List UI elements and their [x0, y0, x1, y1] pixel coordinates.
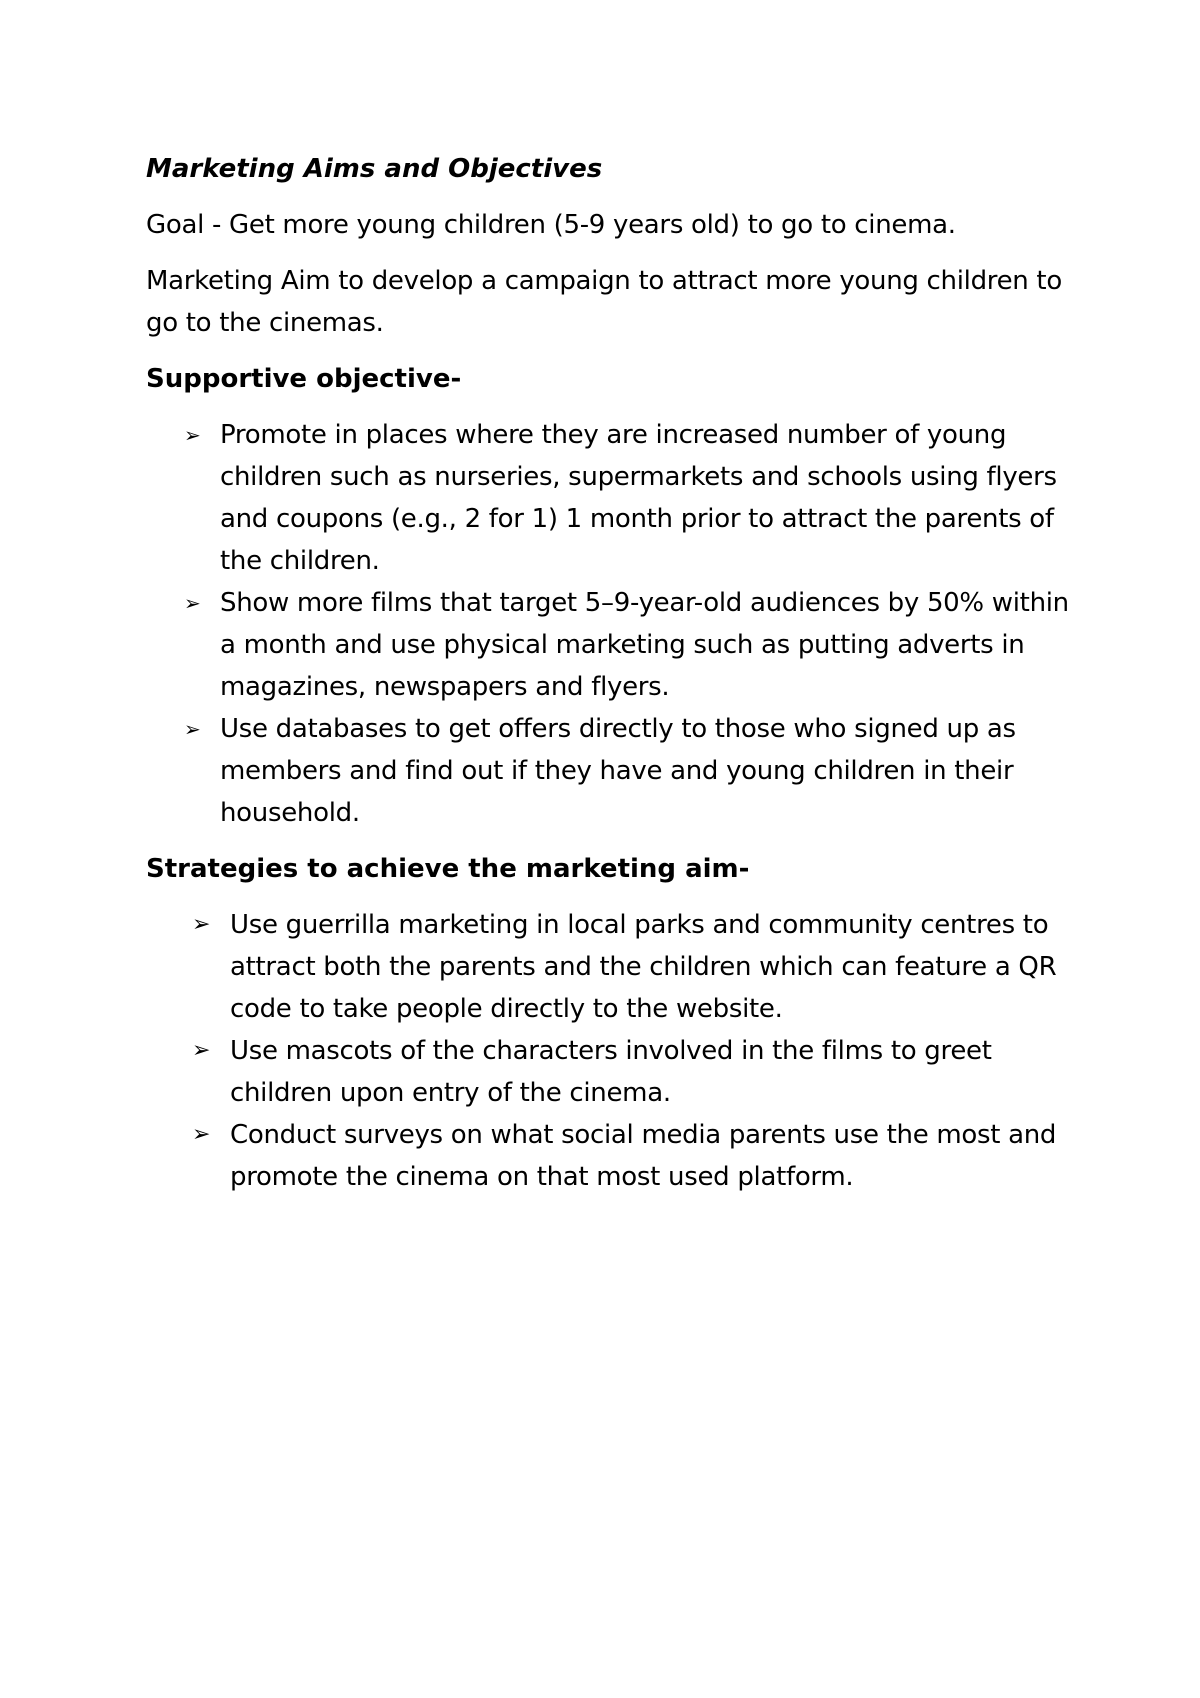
document-title: Marketing Aims and Objectives	[146, 154, 603, 184]
supportive-objective-list	[146, 414, 1076, 834]
document-body	[146, 148, 1076, 1212]
supportive-objective-heading: Supportive objective-	[146, 364, 462, 394]
list-item	[146, 1030, 1076, 1114]
arrow-bullet-icon: ➢	[192, 912, 211, 937]
list-item	[146, 1114, 1076, 1198]
list-item-text: Promote in places where they are increased number of young children such as nurseries, supermarkets and schools using flyers and coupons (e.g., 2 for 1) 1 month prior to attract the parents of the children.	[220, 420, 1057, 576]
list-item-text: Use mascots of the characters involved in the films to greet children upon entry of the cinema.	[230, 1036, 992, 1108]
list-item	[146, 708, 1076, 834]
list-item	[146, 414, 1076, 582]
arrow-bullet-icon: ➢	[184, 717, 201, 741]
list-item-text: Use databases to get offers directly to those who signed up as members and find out if they have and young children in their household.	[220, 714, 1016, 828]
list-item	[146, 582, 1076, 708]
arrow-bullet-icon: ➢	[184, 423, 201, 447]
marketing-aim-paragraph: Marketing Aim to develop a campaign to attract more young children to go to the cinemas.	[146, 266, 1062, 338]
arrow-bullet-icon: ➢	[192, 1038, 211, 1063]
strategies-heading: Strategies to achieve the marketing aim-	[146, 854, 750, 884]
list-item	[146, 904, 1076, 1030]
arrow-bullet-icon: ➢	[192, 1122, 211, 1147]
arrow-bullet-icon: ➢	[184, 591, 201, 615]
list-item-text: Conduct surveys on what social media parents use the most and promote the cinema on that most used platform.	[230, 1120, 1057, 1192]
strategies-list	[146, 904, 1076, 1198]
goal-paragraph: Goal - Get more young children (5-9 years old) to go to cinema.	[146, 210, 956, 240]
list-item-text: Show more films that target 5–9-year-old audiences by 50% within a month and use physical marketing such as putting adverts in magazines, newspapers and flyers.	[220, 588, 1069, 702]
list-item-text: Use guerrilla marketing in local parks and community centres to attract both the parents and the children which can feature a QR code to take people directly to the website.	[230, 910, 1057, 1024]
